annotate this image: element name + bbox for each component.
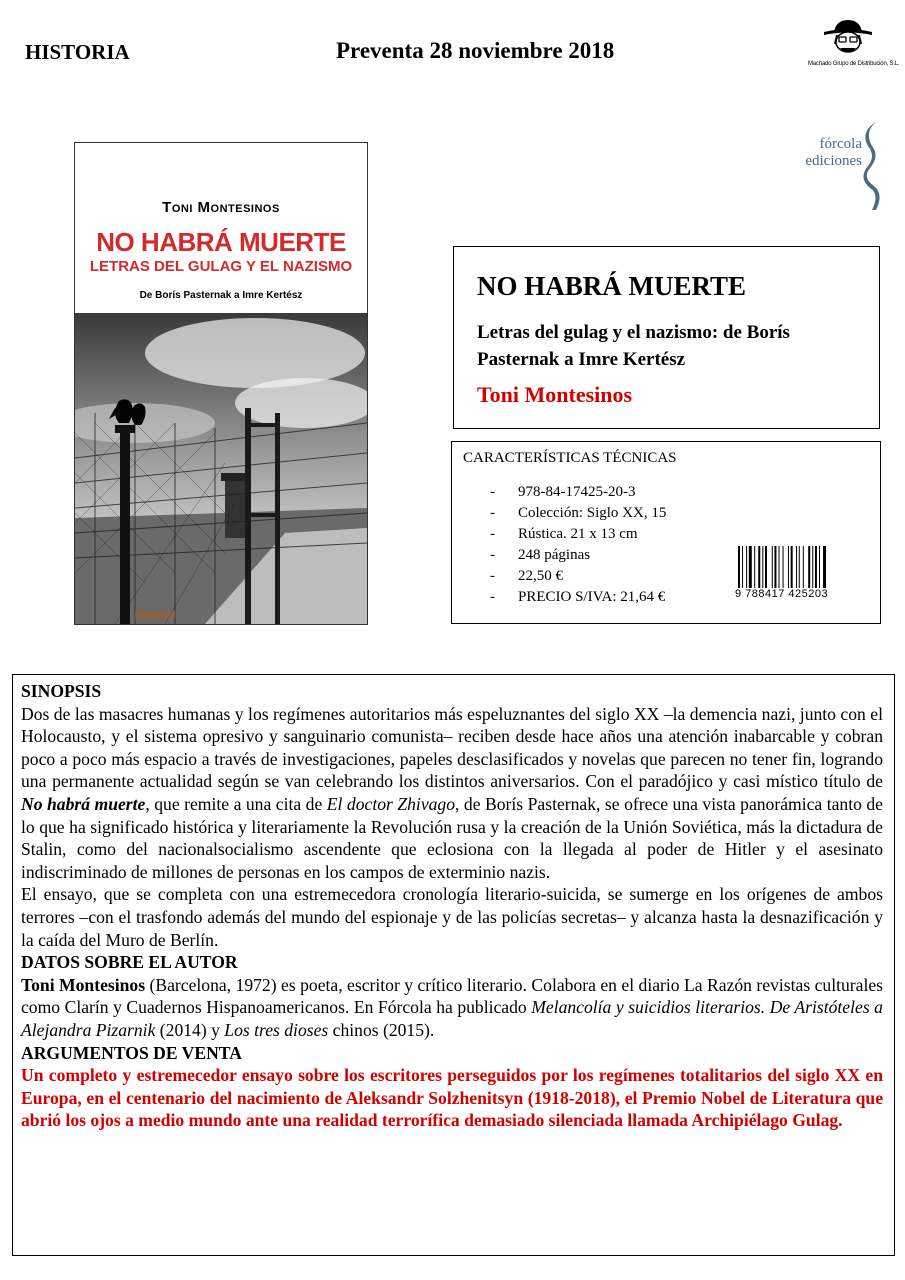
bullet-dash: -	[490, 589, 495, 605]
publisher-line1: fórcola	[819, 136, 862, 152]
barcode-bar	[758, 546, 760, 588]
bullet-dash: -	[490, 547, 495, 563]
tech-item	[490, 482, 666, 503]
barcode-bar	[783, 546, 784, 588]
book-subtitle: Letras del gulag y el nazismo: de Borís Pasternak a Imre Kertész	[477, 322, 790, 370]
barcode-bar	[819, 546, 820, 588]
barcode-bar	[742, 546, 743, 588]
publisher-swoosh-icon	[862, 122, 886, 210]
tech-item-text: Rústica. 21 x 13 cm	[518, 526, 638, 542]
synopsis-paragraph-2: El ensayo, que se completa con una estremecedora cronología literario-suicida, se sumerge en los orígenes de ambos terrores –con el trasfondo además del mundo del espionaje y de las policías secretas– y alcanza hasta la desnazificación y la caída del Muro de Berlín.	[21, 884, 883, 950]
publisher-logo	[790, 122, 885, 212]
tech-list	[490, 482, 666, 608]
barcode-bar	[749, 546, 752, 588]
barcode-bar	[765, 546, 767, 588]
barcode-bar	[774, 546, 776, 588]
tech-item	[490, 545, 666, 566]
distributor-logo	[808, 18, 900, 67]
tech-item	[490, 566, 666, 587]
book-title: NO HABRÁ MUERTE	[477, 271, 747, 301]
barcode-bar	[796, 546, 797, 588]
barcode-bar	[812, 546, 813, 588]
author-paragraph	[21, 974, 883, 1042]
barcode-bar	[779, 546, 780, 588]
book-author: Toni Montesinos	[477, 382, 633, 407]
tech-item-text: PRECIO S/IVA: 21,64 €	[518, 589, 666, 605]
cover-tagline: De Borís Pasternak a Imre Kertész	[139, 290, 303, 301]
synopsis-text: Dos de las masacres humanas y los regímenes autoritarios más espeluznantes del siglo XX –la demencia nazi, junto con el Holocausto, y el sistema opresivo y sanguinario comunista– reciben desde hace años una atención inabarcable y cobran poco a poco más espacio a través de investigaciones, papeles desclasificados y novelas que parecen no tener fin, logrando una permanente actualidad según se van celebrando los distintos aniversarios. Con el paradójico y casi místico título de	[21, 703, 883, 792]
barcode-bar	[791, 546, 793, 588]
barcode-bar	[754, 546, 755, 588]
author-text: chinos (2015).	[328, 1019, 435, 1040]
cover-subtitle: LETRAS DEL GULAG Y EL NAZISMO	[89, 258, 353, 275]
bullet-dash: -	[490, 526, 495, 542]
category-label: HISTORIA	[25, 40, 130, 64]
barcode-bar	[815, 546, 817, 588]
book-cover	[74, 142, 368, 625]
barcode-number: 9 788417 425203	[735, 588, 829, 600]
barcode-bar	[803, 546, 804, 588]
tech-item	[490, 587, 666, 608]
barcode-bar	[788, 546, 789, 588]
distributor-figure-icon	[820, 18, 876, 56]
barcode-bar	[762, 546, 763, 588]
tech-item	[490, 524, 666, 545]
author-text: (2014) y	[155, 1019, 225, 1040]
tech-heading: CARACTERÍSTICAS TÉCNICAS	[463, 450, 677, 466]
author-book-2: Los tres dioses	[224, 1019, 329, 1040]
synopsis-text: , que remite a una cita de	[145, 793, 327, 814]
author-heading: DATOS SOBRE EL AUTOR	[21, 952, 238, 973]
sales-heading: ARGUMENTOS DE VENTA	[21, 1042, 242, 1063]
author-text: (Barcelona, 1972) es poeta, escritor y crítico literario. Colabora en el diario La Razón revistas culturales como Clarín y Cuadernos Hispanoamericanos. En Fórcola ha publicado	[21, 974, 883, 1018]
bullet-dash: -	[490, 568, 495, 584]
synopsis-cited-work: El doctor Zhivago	[326, 793, 456, 814]
barcode-bar	[799, 546, 800, 588]
bullet-dash: -	[490, 505, 495, 521]
publisher-line2: ediciones	[805, 153, 862, 169]
synopsis-paragraph-1	[21, 703, 883, 884]
barcode-bar	[772, 546, 773, 588]
tech-item-text: 248 páginas	[518, 547, 591, 563]
title-box	[453, 246, 880, 429]
main-content	[21, 680, 883, 1132]
barcode-bar	[823, 546, 826, 588]
cover-photo	[75, 313, 367, 624]
author-book-1: Melancolía y suicidios literarios. De Aristóteles a Alejandra Pizarnik	[21, 997, 883, 1040]
synopsis-box	[12, 674, 895, 1256]
cover-title: NO HABRÁ MUERTE	[96, 227, 346, 257]
synopsis-text: , de Borís Pasternak, se ofrece una vista panorámica tanto de lo que ha significado histórica y literariamente la Revolución rusa y la creación de la Unión Soviética, más la dictadura de Stalin, como del nacionalsocialismo ascendente que eclosiona con la llegada al poder de Hitler y el asesinato indiscriminado de millones de personas en los campos de exterminio nazis.	[21, 793, 883, 882]
distributor-name: Machado Grupo de Distribución, S.L.	[808, 61, 900, 67]
barcode-bar	[738, 546, 740, 588]
tech-item-text: 22,50 €	[518, 568, 563, 584]
bullet-dash: -	[490, 484, 495, 500]
tech-specs-box	[451, 441, 881, 624]
synopsis-book-title: No habrá muerte	[21, 793, 146, 814]
barcode-bar	[808, 546, 810, 588]
cover-author: Toni Montesinos	[162, 199, 280, 216]
barcode-bar	[746, 546, 747, 588]
publisher-wordmark	[790, 136, 862, 170]
synopsis-heading: SINOPSIS	[21, 681, 102, 701]
tech-item-text: 978-84-17425-20-3	[518, 484, 636, 500]
tech-item	[490, 503, 666, 524]
presale-date: Preventa 28 noviembre 2018	[336, 38, 615, 63]
author-name: Toni Montesinos	[21, 974, 146, 995]
tech-item-text: Colección: Siglo XX, 15	[518, 505, 667, 521]
sales-paragraph: Un completo y estremecedor ensayo sobre los escritores perseguidos por los regímenes totalitarios del siglo XX en Europa, en el centenario del nacimiento de Aleksandr Solzhenitsyn (1918-2018), el Premio Nobel de Literatura que abrió los ojos a medio mundo ante una realidad terrorífica demasiado silenciada llamada Archipiélago Gulag.	[21, 1065, 883, 1131]
